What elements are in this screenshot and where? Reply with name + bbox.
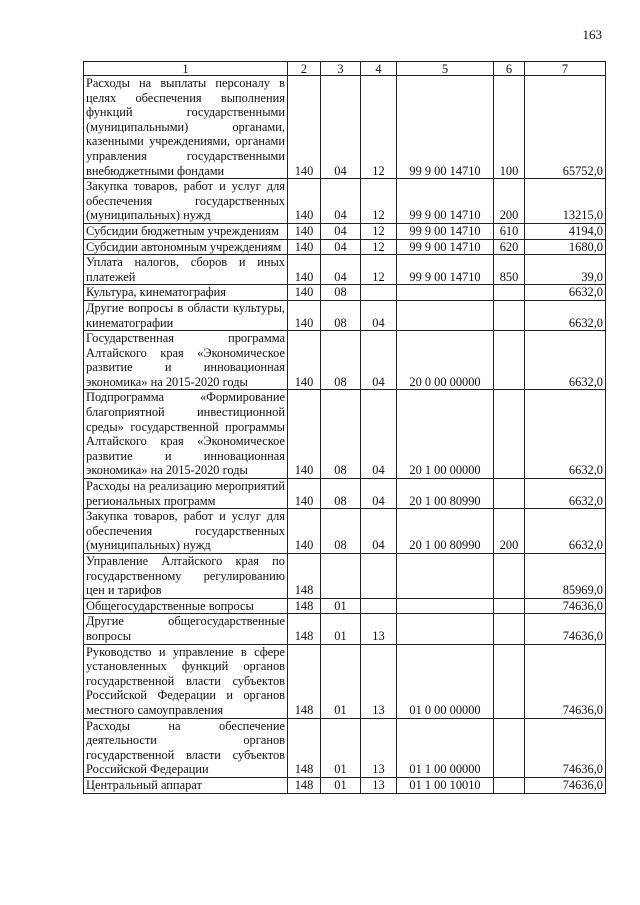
expense-type-cell [494,331,525,390]
row-name-cell: Центральный аппарат [84,777,288,793]
ministry-code-cell: 140 [288,179,321,224]
amount-cell: 74636,0 [525,644,606,718]
subsection-code-cell [361,285,397,301]
ministry-code-cell: 148 [288,777,321,793]
ministry-code-cell: 148 [288,644,321,718]
row-name-cell: Уплата налогов, сборов и иных платежей [84,255,288,285]
amount-cell: 74636,0 [525,598,606,614]
target-article-cell [397,300,494,330]
section-code-cell: 08 [321,509,361,554]
section-code-cell: 01 [321,644,361,718]
subsection-code-cell: 12 [361,76,397,179]
table-row [84,644,606,718]
amount-cell: 6632,0 [525,300,606,330]
amount-cell: 1680,0 [525,239,606,255]
subsection-code-cell: 04 [361,390,397,479]
column-header: 1 [84,62,288,76]
table-row [84,509,606,554]
amount-cell: 13215,0 [525,179,606,224]
section-code-cell: 01 [321,598,361,614]
target-article-cell: 01 1 00 10010 [397,777,494,793]
expense-type-cell [494,479,525,509]
column-header: 3 [321,62,361,76]
subsection-code-cell: 04 [361,479,397,509]
row-name-cell: Субсидии автономным учреждениям [84,239,288,255]
expense-type-cell: 200 [494,509,525,554]
ministry-code-cell: 140 [288,255,321,285]
section-code-cell: 01 [321,777,361,793]
target-article-cell: 99 9 00 14710 [397,239,494,255]
section-code-cell [321,554,361,599]
table-row [84,718,606,777]
amount-cell: 39,0 [525,255,606,285]
row-name-cell: Закупка товаров, работ и услуг для обеспечения государственных (муниципальных) нужд [84,179,288,224]
table-row [84,479,606,509]
row-name-cell: Расходы на выплаты персоналу в целях обеспечения выполнения функций государственными (муниципальными) органами, казенными учреждениями, органами управления государственными внебюджетными фондами [84,76,288,179]
column-header: 4 [361,62,397,76]
amount-cell: 6632,0 [525,479,606,509]
table-row [84,285,606,301]
amount-cell: 4194,0 [525,223,606,239]
section-code-cell: 08 [321,331,361,390]
target-article-cell [397,285,494,301]
column-header: 6 [494,62,525,76]
target-article-cell: 99 9 00 14710 [397,76,494,179]
expense-type-cell [494,718,525,777]
subsection-code-cell: 13 [361,644,397,718]
subsection-code-cell: 12 [361,179,397,224]
target-article-cell: 01 0 00 00000 [397,644,494,718]
target-article-cell: 99 9 00 14710 [397,223,494,239]
expense-type-cell: 200 [494,179,525,224]
budget-table [83,61,606,794]
expense-type-cell: 850 [494,255,525,285]
expense-type-cell [494,777,525,793]
table-row [84,255,606,285]
row-name-cell: Расходы на реализацию мероприятий региональных программ [84,479,288,509]
target-article-cell: 20 1 00 80990 [397,479,494,509]
ministry-code-cell: 140 [288,76,321,179]
section-code-cell: 04 [321,179,361,224]
table-row [84,598,606,614]
amount-cell: 65752,0 [525,76,606,179]
section-code-cell: 08 [321,479,361,509]
table-row [84,390,606,479]
table-row [84,179,606,224]
subsection-code-cell: 12 [361,255,397,285]
row-name-cell: Закупка товаров, работ и услуг для обеспечения государственных (муниципальных) нужд [84,509,288,554]
row-name-cell: Другие общегосударственные вопросы [84,614,288,644]
section-code-cell: 08 [321,390,361,479]
target-article-cell [397,554,494,599]
table-row [84,777,606,793]
section-code-cell: 08 [321,300,361,330]
expense-type-cell [494,285,525,301]
table-row [84,239,606,255]
amount-cell: 85969,0 [525,554,606,599]
section-code-cell: 04 [321,76,361,179]
amount-cell: 6632,0 [525,285,606,301]
target-article-cell: 99 9 00 14710 [397,255,494,285]
subsection-code-cell [361,598,397,614]
ministry-code-cell: 140 [288,390,321,479]
row-name-cell: Субсидии бюджетным учреждениям [84,223,288,239]
section-code-cell: 04 [321,223,361,239]
ministry-code-cell: 148 [288,718,321,777]
expense-type-cell: 620 [494,239,525,255]
page-number: 163 [582,27,602,42]
subsection-code-cell [361,554,397,599]
subsection-code-cell: 13 [361,614,397,644]
target-article-cell: 20 0 00 00000 [397,331,494,390]
row-name-cell: Другие вопросы в области культуры, кинематографии [84,300,288,330]
table-header-row [84,62,606,76]
amount-cell: 6632,0 [525,390,606,479]
section-code-cell: 01 [321,614,361,644]
subsection-code-cell: 13 [361,718,397,777]
ministry-code-cell: 140 [288,331,321,390]
target-article-cell: 20 1 00 80990 [397,509,494,554]
expense-type-cell [494,390,525,479]
amount-cell: 74636,0 [525,614,606,644]
table-body [84,76,606,794]
ministry-code-cell: 148 [288,598,321,614]
target-article-cell: 99 9 00 14710 [397,179,494,224]
row-name-cell: Управление Алтайского края по государственному регулированию цен и тарифов [84,554,288,599]
subsection-code-cell: 04 [361,331,397,390]
amount-cell: 74636,0 [525,718,606,777]
expense-type-cell [494,300,525,330]
amount-cell: 74636,0 [525,777,606,793]
ministry-code-cell: 140 [288,509,321,554]
column-header: 2 [288,62,321,76]
column-header: 5 [397,62,494,76]
ministry-code-cell: 140 [288,285,321,301]
column-header: 7 [525,62,606,76]
ministry-code-cell: 140 [288,223,321,239]
table-row [84,300,606,330]
row-name-cell: Государственная программа Алтайского края «Экономическое развитие и инновационная экономика» на 2015-2020 годы [84,331,288,390]
section-code-cell: 04 [321,239,361,255]
expense-type-cell [494,644,525,718]
ministry-code-cell: 140 [288,479,321,509]
subsection-code-cell: 04 [361,300,397,330]
section-code-cell: 01 [321,718,361,777]
row-name-cell: Руководство и управление в сфере установленных функций органов государственной власти субъектов Российской Федерации и органов местного самоуправления [84,644,288,718]
row-name-cell: Расходы на обеспечение деятельности органов государственной власти субъектов Российской Федерации [84,718,288,777]
expense-type-cell [494,598,525,614]
ministry-code-cell: 140 [288,239,321,255]
section-code-cell: 08 [321,285,361,301]
table-row [84,223,606,239]
target-article-cell: 01 1 00 00000 [397,718,494,777]
target-article-cell: 20 1 00 00000 [397,390,494,479]
row-name-cell: Общегосударственные вопросы [84,598,288,614]
subsection-code-cell: 12 [361,223,397,239]
expense-type-cell: 610 [494,223,525,239]
ministry-code-cell: 148 [288,614,321,644]
expense-type-cell [494,554,525,599]
table-row [84,331,606,390]
ministry-code-cell: 148 [288,554,321,599]
table-row [84,76,606,179]
table-row [84,614,606,644]
row-name-cell: Подпрограмма «Формирование благоприятной инвестиционной среды» государственной программы Алтайского края «Экономическое развитие и инновационная экономика» на 2015-2020 годы [84,390,288,479]
ministry-code-cell: 140 [288,300,321,330]
section-code-cell: 04 [321,255,361,285]
expense-type-cell: 100 [494,76,525,179]
amount-cell: 6632,0 [525,509,606,554]
subsection-code-cell: 12 [361,239,397,255]
row-name-cell: Культура, кинематография [84,285,288,301]
target-article-cell [397,614,494,644]
subsection-code-cell: 04 [361,509,397,554]
amount-cell: 6632,0 [525,331,606,390]
expense-type-cell [494,614,525,644]
subsection-code-cell: 13 [361,777,397,793]
table-row [84,554,606,599]
target-article-cell [397,598,494,614]
